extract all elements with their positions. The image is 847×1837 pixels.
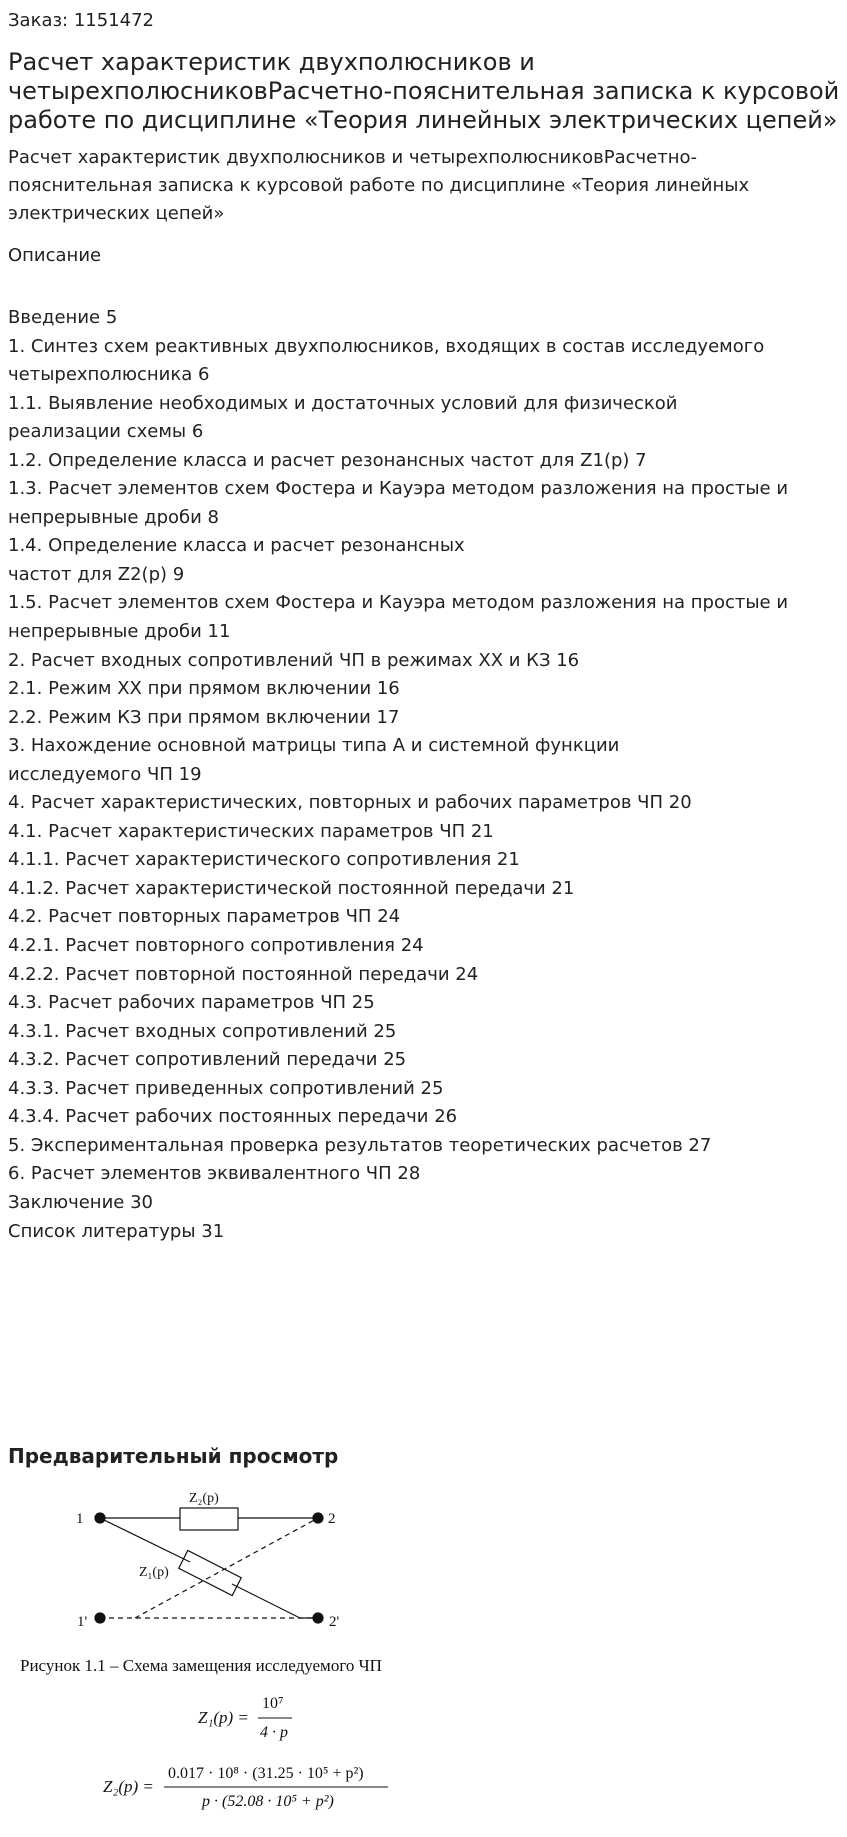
order-number: Заказ: 1151472 xyxy=(8,10,154,31)
toc-line: непрерывные дроби 8 xyxy=(8,506,219,528)
formula-z1-denominator: 4 · p xyxy=(260,1724,288,1741)
toc-line: четырехполюсника 6 xyxy=(8,364,210,386)
toc-line: 1.1. Выявление необходимых и достаточных условий для физической xyxy=(8,392,678,414)
toc-line: 4.3. Расчет рабочих параметров ЧП 25 xyxy=(8,992,375,1014)
node-label-1: 1 xyxy=(76,1511,84,1527)
toc-line: 4.2. Расчет повторных параметров ЧП 24 xyxy=(8,906,401,928)
z1-resistor xyxy=(179,1550,242,1595)
figure-caption: Рисунок 1.1 – Схема замещения исследуемого ЧП xyxy=(20,1656,382,1675)
formula-z1 xyxy=(198,1695,292,1741)
node-1-prime xyxy=(95,1613,105,1623)
toc-line: 1. Синтез схем реактивных двухполюсников, входящих в состав исследуемого xyxy=(8,335,765,357)
toc-line: 3. Нахождение основной матрицы типа А и системной функции xyxy=(8,735,620,757)
toc-line: 4.2.1. Расчет повторного сопротивления 24 xyxy=(8,935,424,957)
node-label-2: 2 xyxy=(328,1511,336,1527)
wire-diag-lower-right xyxy=(232,1584,300,1618)
toc-line: 4.1.2. Расчет характеристической постоянной передачи 21 xyxy=(8,877,575,899)
formula-z2-lhs: Z₂(p) = xyxy=(103,1777,154,1796)
toc-line: Список литературы 31 xyxy=(8,1220,225,1242)
toc-line: 1.4. Определение класса и расчет резонансных xyxy=(8,535,465,557)
toc-line: 1.3. Расчет элементов схем Фостера и Кауэра методом разложения на простые и xyxy=(8,478,789,500)
formula-z2-numerator: 0.017 · 10⁸ · (31.25 · 10⁵ + p²) xyxy=(168,1765,364,1782)
node-2-prime xyxy=(313,1613,323,1623)
toc-line: Введение 5 xyxy=(8,307,118,328)
formula-z2 xyxy=(103,1765,388,1810)
toc-line: 6. Расчет элементов эквивалентного ЧП 28 xyxy=(8,1163,421,1185)
circuit-diagram xyxy=(95,1508,323,1623)
node-1 xyxy=(95,1513,105,1523)
node-2 xyxy=(313,1513,323,1523)
toc-line: непрерывные дроби 11 xyxy=(8,621,231,643)
document-preview xyxy=(0,1480,847,1833)
toc-line: 2.1. Режим ХХ при прямом включении 16 xyxy=(8,678,400,700)
page-subtitle: Расчет характеристик двухполюсников и четырехполюсниковРасчетно-пояснительная записка к курсовой работе по дисциплине «Теория линейных электрических цепей» xyxy=(8,147,750,224)
table-of-contents xyxy=(8,304,844,1246)
z2-label: Z₂(p) xyxy=(189,1491,219,1506)
toc-line: частот для Z2(p) 9 xyxy=(8,563,185,585)
z2-resistor xyxy=(180,1508,238,1530)
toc-line: 4.3.4. Расчет рабочих постоянных передачи 26 xyxy=(8,1106,458,1128)
toc-line: 4.1.1. Расчет характеристического сопротивления 21 xyxy=(8,849,520,871)
formula-z1-numerator: 10⁷ xyxy=(262,1695,284,1712)
description-heading: Описание xyxy=(8,245,102,266)
toc-line: 4.1. Расчет характеристических параметров ЧП 21 xyxy=(8,820,494,842)
toc-line: исследуемого ЧП 19 xyxy=(8,763,202,785)
wire-diag-upper-left xyxy=(100,1518,190,1562)
toc-line: 4.2.2. Расчет повторной постоянной передачи 24 xyxy=(8,963,479,985)
node-label-2-prime: 2' xyxy=(329,1614,340,1630)
toc-line: 2.2. Режим КЗ при прямом включении 17 xyxy=(8,706,400,728)
preview-image xyxy=(0,1480,847,1833)
toc-line: 5. Экспериментальная проверка результатов теоретических расчетов 27 xyxy=(8,1134,712,1156)
toc-line: 4.3.1. Расчет входных сопротивлений 25 xyxy=(8,1020,397,1042)
preview-heading: Предварительный просмотр xyxy=(8,1444,339,1468)
formula-z2-denominator: p · (52.08 · 10⁵ + p²) xyxy=(202,1793,334,1810)
toc-line: 4.3.3. Расчет приведенных сопротивлений 25 xyxy=(8,1077,444,1099)
page-title: Расчет характеристик двухполюсников и четырехполюсниковРасчетно-пояснительная записка к курсовой работе по дисциплине «Теория линейных электрических цепей» xyxy=(8,48,840,134)
toc-line: 1.2. Определение класса и расчет резонансных частот для Z1(p) 7 xyxy=(8,449,647,471)
toc-line: 2. Расчет входных сопротивлений ЧП в режимах ХХ и КЗ 16 xyxy=(8,649,580,671)
node-label-1-prime: 1' xyxy=(77,1614,88,1630)
toc-line: Заключение 30 xyxy=(8,1191,153,1213)
z1-label: Z₁(p) xyxy=(139,1565,169,1580)
toc-line: 4. Расчет характеристических, повторных и рабочих параметров ЧП 20 xyxy=(8,792,692,814)
toc-line: 4.3.2. Расчет сопротивлений передачи 25 xyxy=(8,1049,407,1071)
toc-line: 1.5. Расчет элементов схем Фостера и Кауэра методом разложения на простые и xyxy=(8,592,789,614)
formula-z1-lhs: Z₁(p) = xyxy=(198,1708,249,1727)
toc-line: реализации схемы 6 xyxy=(8,421,204,443)
